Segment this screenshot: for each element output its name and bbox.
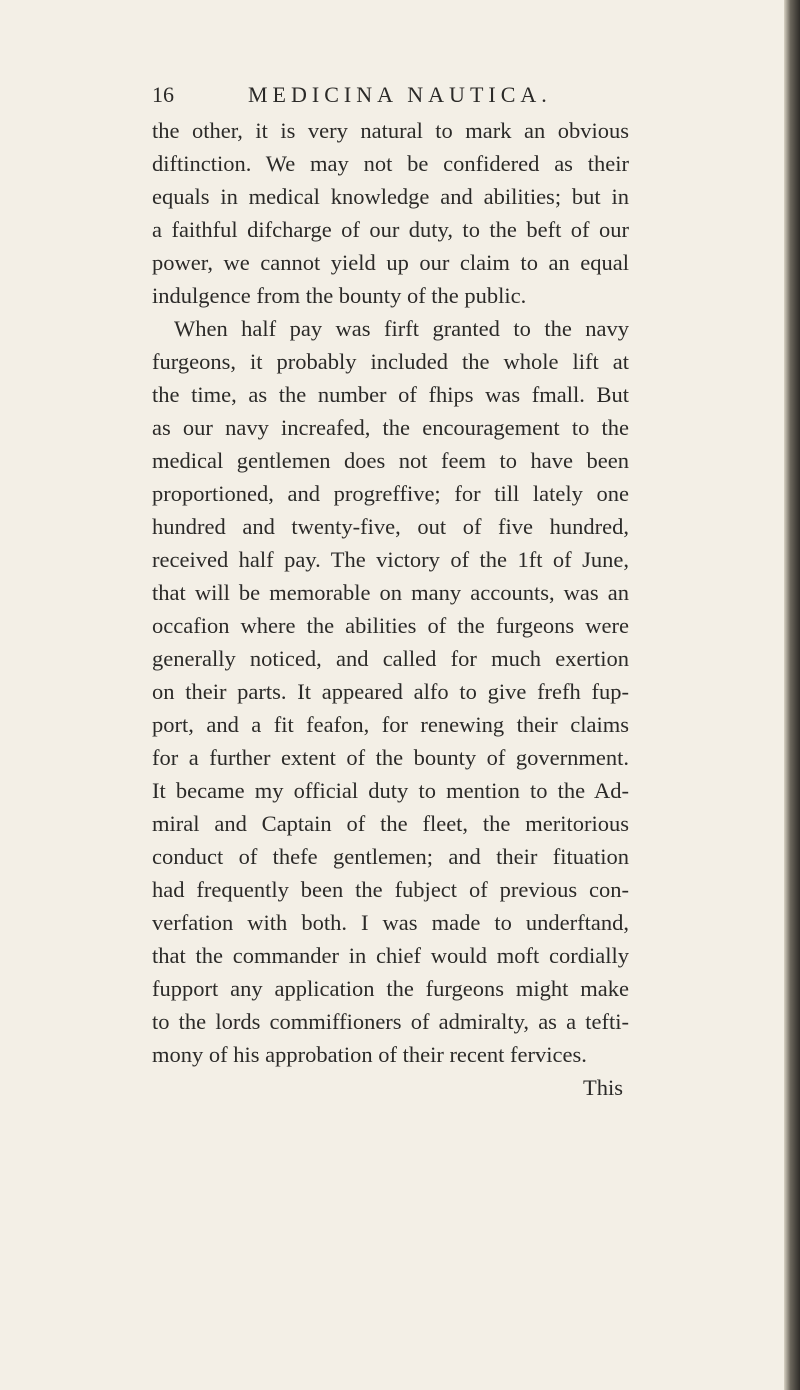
text-line: hundred and twenty-five, out of five hundred, [152, 514, 629, 539]
text-line: for a further extent of the bounty of government. [152, 745, 629, 770]
text-line: It became my official duty to mention to the Ad- [152, 778, 629, 803]
text-line: equals in medical knowledge and abilities; but in [152, 184, 629, 209]
text-line: conduct of thefe gentlemen; and their fituation [152, 844, 629, 869]
text-line: fupport any application the furgeons might make [152, 976, 629, 1001]
text-line: generally noticed, and called for much exertion [152, 646, 629, 671]
page-body [152, 114, 629, 1104]
running-head: MEDICINA NAUTICA. [248, 82, 552, 107]
page-header [152, 82, 628, 112]
text-line: medical gentlemen does not feem to have been [152, 448, 629, 473]
book-binding-edge [784, 0, 800, 1390]
text-line: power, we cannot yield up our claim to an equal [152, 250, 629, 275]
text-line: the time, as the number of fhips was fmall. But [152, 382, 629, 407]
page-number: 16 [152, 82, 174, 107]
text-line: that the commander in chief would moft cordially [152, 943, 629, 968]
text-line: the other, it is very natural to mark an obvious [152, 118, 629, 143]
text-line: that will be memorable on many accounts, was an [152, 580, 629, 605]
text-line: occafion where the abilities of the furgeons were [152, 613, 629, 638]
text-line: had frequently been the fubject of previous con- [152, 877, 629, 902]
text-line: diftinction. We may not be confidered as their [152, 151, 629, 176]
text-line: port, and a fit feafon, for renewing their claims [152, 712, 629, 737]
text-line: as our navy increafed, the encouragement to the [152, 415, 629, 440]
text-line: miral and Captain of the fleet, the meritorious [152, 811, 629, 836]
text-line: proportioned, and progreffive; for till lately one [152, 481, 629, 506]
text-line: on their parts. It appeared alfo to give frefh fup- [152, 679, 629, 704]
text-line: indulgence from the bounty of the public. [152, 283, 527, 308]
text-line: received half pay. The victory of the 1ft of June, [152, 547, 629, 572]
catchword: This [582, 1075, 623, 1100]
text-line: to the lords commiffioners of admiralty, as a tefti- [152, 1009, 629, 1034]
text-line: When half pay was firft granted to the navy [174, 316, 629, 341]
text-line: mony of his approbation of their recent fervices. [152, 1042, 587, 1067]
text-line: verfation with both. I was made to underftand, [152, 910, 629, 935]
text-line: a faithful difcharge of our duty, to the beft of our [152, 217, 629, 242]
text-line: furgeons, it probably included the whole lift at [152, 349, 629, 374]
